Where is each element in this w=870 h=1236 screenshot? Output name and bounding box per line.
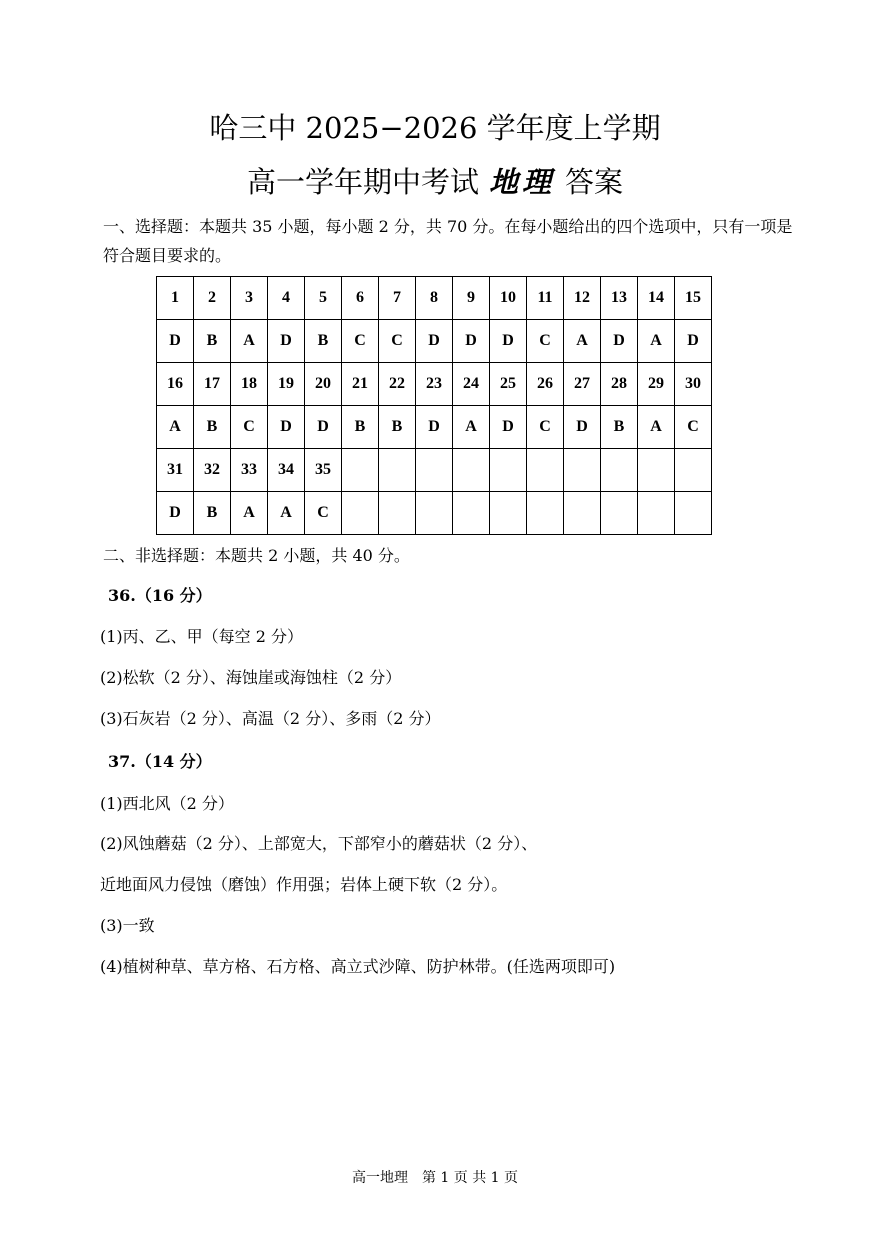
section1-heading: 一、选择题：本题共 35 小题，每小题 2 分，共 70 分。在每小题给出的四个选项中，只有一项是符合题目要求的。 bbox=[103, 217, 793, 265]
answer-cell: D bbox=[305, 406, 342, 449]
answer-cell: D bbox=[268, 406, 305, 449]
answer-cell: A bbox=[231, 320, 268, 363]
question-number-cell: 3 bbox=[231, 277, 268, 320]
question-number-cell: 32 bbox=[194, 449, 231, 492]
table-row bbox=[157, 406, 712, 449]
answer-cell: A bbox=[453, 406, 490, 449]
answer-cell: B bbox=[194, 406, 231, 449]
question-number-cell: 12 bbox=[564, 277, 601, 320]
question-number-cell: 16 bbox=[157, 363, 194, 406]
question-number-cell: 25 bbox=[490, 363, 527, 406]
answer-cell: A bbox=[231, 492, 268, 535]
question-number-cell: 24 bbox=[453, 363, 490, 406]
answer-cell bbox=[527, 492, 564, 535]
question-number-cell: 18 bbox=[231, 363, 268, 406]
question-number-cell bbox=[564, 449, 601, 492]
question-number-cell: 30 bbox=[675, 363, 712, 406]
answer-cell bbox=[342, 492, 379, 535]
question-number-cell: 15 bbox=[675, 277, 712, 320]
answer-cell: B bbox=[379, 406, 416, 449]
table-row bbox=[157, 277, 712, 320]
q37-answer-3: (3)一致 bbox=[100, 916, 155, 935]
question-number-cell: 35 bbox=[305, 449, 342, 492]
answer-cell: A bbox=[564, 320, 601, 363]
answer-cell bbox=[490, 492, 527, 535]
question-number-cell: 4 bbox=[268, 277, 305, 320]
answer-cell: B bbox=[342, 406, 379, 449]
page-title: 哈三中 2025−2026 学年度上学期 bbox=[209, 111, 661, 145]
answer-cell: B bbox=[194, 492, 231, 535]
question-number-cell: 34 bbox=[268, 449, 305, 492]
answer-cell bbox=[564, 492, 601, 535]
question-number-cell bbox=[675, 449, 712, 492]
question-number-cell: 23 bbox=[416, 363, 453, 406]
question-number-cell: 31 bbox=[157, 449, 194, 492]
question-number-cell bbox=[416, 449, 453, 492]
exam-name: 高一学年期中考试 bbox=[246, 165, 479, 199]
question-number-cell bbox=[453, 449, 490, 492]
question-number-cell: 6 bbox=[342, 277, 379, 320]
question-number-cell: 11 bbox=[527, 277, 564, 320]
table-row bbox=[157, 363, 712, 406]
question-number-cell bbox=[379, 449, 416, 492]
answer-cell: D bbox=[157, 320, 194, 363]
answer-cell: C bbox=[342, 320, 379, 363]
q37-heading: 37.（14 分） bbox=[108, 752, 212, 771]
answer-cell: C bbox=[231, 406, 268, 449]
answer-cell: C bbox=[675, 406, 712, 449]
question-number-cell: 17 bbox=[194, 363, 231, 406]
question-number-cell: 14 bbox=[638, 277, 675, 320]
answer-cell: B bbox=[601, 406, 638, 449]
table-row bbox=[157, 449, 712, 492]
question-number-cell: 9 bbox=[453, 277, 490, 320]
q37-answer-2-cont: 近地面风力侵蚀（磨蚀）作用强；岩体上硬下软（2 分）。 bbox=[100, 875, 508, 894]
answer-cell: D bbox=[157, 492, 194, 535]
subject-name: 地理 bbox=[488, 165, 555, 199]
section2-heading: 二、非选择题：本题共 2 小题，共 40 分。 bbox=[103, 546, 410, 565]
q37-answer-4: (4)植树种草、草方格、石方格、高立式沙障、防护林带。(任选两项即可) bbox=[100, 957, 616, 976]
answer-cell bbox=[601, 492, 638, 535]
question-number-cell: 27 bbox=[564, 363, 601, 406]
question-number-cell: 2 bbox=[194, 277, 231, 320]
q37-answer-1: (1)西北风（2 分） bbox=[100, 794, 234, 813]
question-number-cell: 29 bbox=[638, 363, 675, 406]
table-row bbox=[157, 492, 712, 535]
answer-label: 答案 bbox=[565, 165, 624, 199]
answer-cell: A bbox=[268, 492, 305, 535]
question-number-cell: 10 bbox=[490, 277, 527, 320]
page-footer: 高一地理 第 1 页 共 1 页 bbox=[351, 1170, 519, 1186]
answer-cell: D bbox=[601, 320, 638, 363]
answer-cell bbox=[638, 492, 675, 535]
answer-cell: A bbox=[157, 406, 194, 449]
question-number-cell: 33 bbox=[231, 449, 268, 492]
question-number-cell: 8 bbox=[416, 277, 453, 320]
question-number-cell bbox=[490, 449, 527, 492]
question-number-cell bbox=[527, 449, 564, 492]
q36-answer-1: (1)丙、乙、甲（每空 2 分） bbox=[100, 627, 304, 646]
question-number-cell: 21 bbox=[342, 363, 379, 406]
answer-cell: D bbox=[675, 320, 712, 363]
q36-answer-2: (2)松软（2 分）、海蚀崖或海蚀柱（2 分） bbox=[100, 668, 402, 687]
answer-cell: A bbox=[638, 320, 675, 363]
answer-cell: C bbox=[527, 406, 564, 449]
answer-cell: A bbox=[638, 406, 675, 449]
answer-cell: D bbox=[453, 320, 490, 363]
question-number-cell bbox=[638, 449, 675, 492]
question-number-cell: 7 bbox=[379, 277, 416, 320]
answer-cell: D bbox=[490, 406, 527, 449]
question-number-cell: 20 bbox=[305, 363, 342, 406]
answer-cell: D bbox=[416, 406, 453, 449]
answer-cell bbox=[416, 492, 453, 535]
question-number-cell: 22 bbox=[379, 363, 416, 406]
table-row bbox=[157, 320, 712, 363]
question-number-cell bbox=[342, 449, 379, 492]
answer-cell: B bbox=[194, 320, 231, 363]
answer-cell: C bbox=[305, 492, 342, 535]
answer-cell: D bbox=[268, 320, 305, 363]
question-number-cell: 28 bbox=[601, 363, 638, 406]
answer-cell: C bbox=[379, 320, 416, 363]
page-subtitle bbox=[0, 160, 870, 201]
question-number-cell: 5 bbox=[305, 277, 342, 320]
answer-cell: B bbox=[305, 320, 342, 363]
answer-cell bbox=[675, 492, 712, 535]
answer-cell: C bbox=[527, 320, 564, 363]
question-number-cell: 19 bbox=[268, 363, 305, 406]
answer-cell bbox=[453, 492, 490, 535]
q36-answer-3: (3)石灰岩（2 分）、高温（2 分）、多雨（2 分） bbox=[100, 709, 441, 728]
answer-cell: D bbox=[490, 320, 527, 363]
question-number-cell bbox=[601, 449, 638, 492]
q36-heading: 36.（16 分） bbox=[108, 586, 212, 605]
q37-answer-2: (2)风蚀蘑菇（2 分）、上部宽大，下部窄小的蘑菇状（2 分）、 bbox=[100, 834, 538, 853]
answer-cell: D bbox=[564, 406, 601, 449]
question-number-cell: 26 bbox=[527, 363, 564, 406]
answer-cell: D bbox=[416, 320, 453, 363]
question-number-cell: 13 bbox=[601, 277, 638, 320]
question-number-cell: 1 bbox=[157, 277, 194, 320]
answer-cell bbox=[379, 492, 416, 535]
answer-table bbox=[156, 276, 712, 535]
